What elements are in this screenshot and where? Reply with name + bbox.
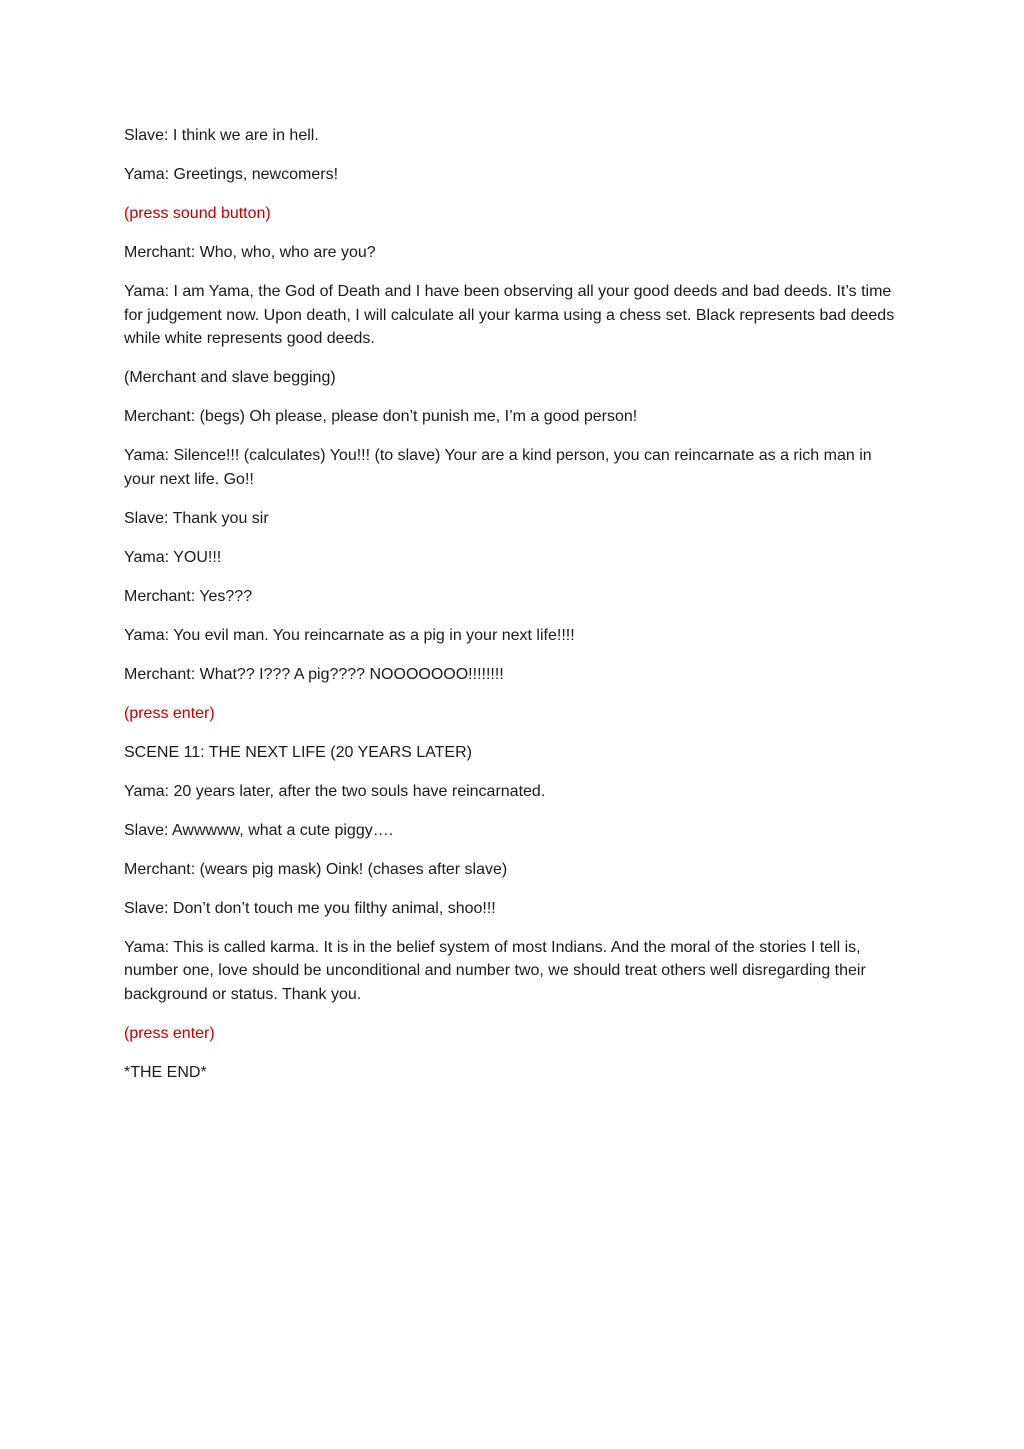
end-marker: *THE END*	[124, 1063, 207, 1081]
dialogue-line: Yama: You evil man. You reincarnate as a pig in your next life!!!!	[124, 626, 575, 644]
dialogue-line: Yama: YOU!!!	[124, 548, 222, 566]
dialogue-line: (Merchant and slave begging)	[124, 369, 336, 386]
dialogue-line: Merchant: Who, who, who are you?	[124, 244, 376, 261]
dialogue-line: Slave: Thank you sir	[124, 509, 269, 527]
stage-direction: (press sound button)	[124, 205, 271, 222]
dialogue-line: Yama: Silence!!! (calculates) You!!! (to slave) Your are a kind person, you can reincarnate as a rich man in your next life. Go!!	[124, 447, 872, 488]
dialogue-line: Merchant: Yes???	[124, 587, 253, 605]
dialogue-line: Merchant: What?? I??? A pig???? NOOOOOOO!!!!!!!!	[124, 665, 504, 683]
scene-heading: SCENE 11: THE NEXT LIFE (20 YEARS LATER)	[124, 743, 472, 761]
dialogue-line: Yama: Greetings, newcomers!	[124, 166, 339, 183]
dialogue-line: Merchant: (wears pig mask) Oink! (chases after slave)	[124, 860, 508, 878]
dialogue-line: Slave: I think we are in hell.	[124, 127, 319, 144]
dialogue-line: Merchant: (begs) Oh please, please don’t punish me, I’m a good person!	[124, 408, 638, 425]
stage-direction: (press enter)	[124, 1024, 215, 1042]
dialogue-line: Yama: 20 years later, after the two souls have reincarnated.	[124, 782, 546, 800]
dialogue-line: Slave: Awwwww, what a cute piggy….	[124, 821, 394, 839]
script-body	[124, 124, 900, 1100]
dialogue-line: Yama: I am Yama, the God of Death and I have been observing all your good deeds and bad deeds. It’s time for judgement now. Upon death, I will calculate all your karma using a chess set. Black represents bad deeds while white represents good deeds.	[124, 283, 895, 347]
dialogue-line: Yama: This is called karma. It is in the belief system of most Indians. And the moral of the stories I tell is, number one, love should be unconditional and number two, we should treat others well disregarding their background or status. Thank you.	[124, 938, 866, 1003]
stage-direction: (press enter)	[124, 704, 215, 722]
dialogue-line: Slave: Don’t don’t touch me you filthy animal, shoo!!!	[124, 899, 496, 917]
